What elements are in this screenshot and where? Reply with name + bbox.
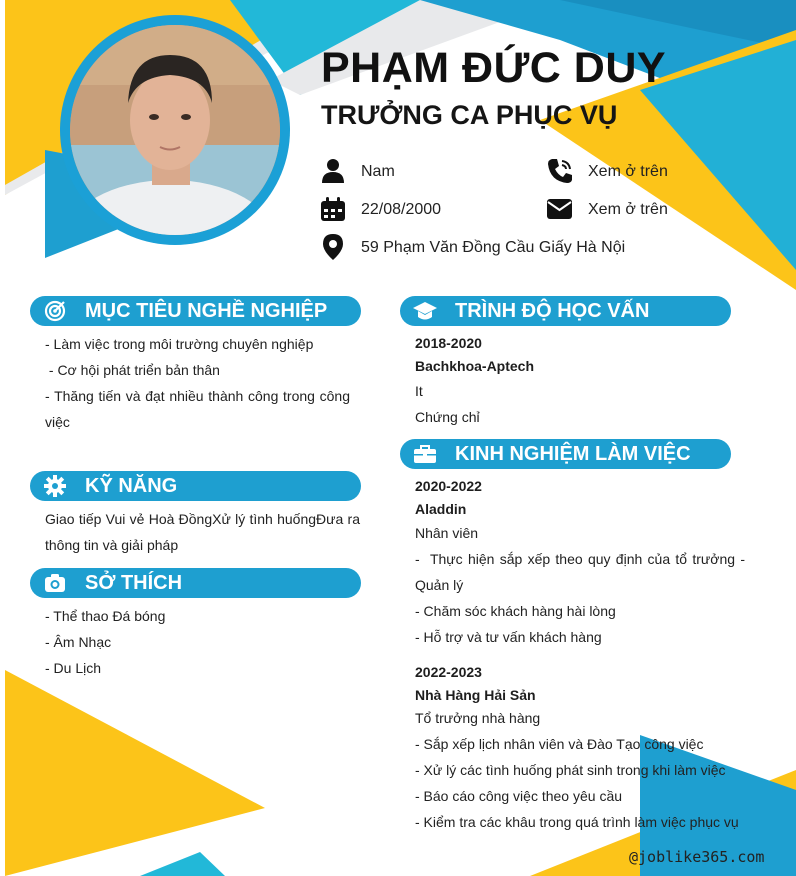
avatar [70,25,280,235]
briefcase-icon [413,442,437,466]
gender-value: Nam [361,163,395,180]
job-duty: - Sắp xếp lịch nhân viên và Đào Tạo công việc [415,736,704,752]
job-duty: - Báo cáo công việc theo yêu cầu [415,788,623,804]
education-note: Chứng chỉ [415,409,480,425]
job-entry [415,476,749,650]
job-role: Nhân viên [415,525,479,541]
dob-value: 22/08/2000 [361,201,442,218]
skills-heading: KỸ NĂNG [85,474,178,497]
job-duty: - Kiểm tra các khâu trong quá trình làm việc phục vụ [415,814,739,830]
hobbies-heading-bar [30,568,361,598]
map-pin-icon [323,234,343,260]
job-duty: - Xử lý các tình huống phát sinh trong khi làm việc [415,762,726,778]
hobby-line: - Âm Nhạc [45,634,112,650]
education-major: It [415,383,423,399]
education-entry [415,333,534,427]
experience-heading-bar [400,439,731,469]
graduation-cap-icon [413,299,437,323]
job-details [415,520,749,650]
education-heading: TRÌNH ĐỘ HỌC VẤN [455,299,650,322]
gear-icon [43,474,67,498]
skills-heading-bar [30,471,361,501]
envelope-icon [547,198,572,220]
job-company: Nhà Hàng Hải Sản [415,687,536,703]
job-period: 2020-2022 [415,478,482,494]
job-entry [415,662,745,835]
hobbies-heading: SỞ THÍCH [85,571,183,594]
person-icon [321,158,345,184]
address-value: 59 Phạm Văn Đồng Cầu Giấy Hà Nội [361,239,626,256]
phone-icon [547,158,573,184]
objective-text [45,331,350,435]
skills-text: Giao tiếp Vui vẻ Hoà ĐồngXử lý tình huốngĐưa ra thông tin và giải pháp [45,511,360,553]
target-icon [43,299,67,323]
education-school: Bachkhoa-Aptech [415,358,535,374]
calendar-icon [320,197,346,222]
job-role: Tổ trưởng nhà hàng [415,710,541,726]
job-period: 2022-2023 [415,664,482,680]
hobby-line: - Du Lịch [45,660,102,676]
job-company: Aladdin [415,501,467,517]
job-duty: - Chăm sóc khách hàng hài lòng [415,603,616,619]
objective-line: - Thăng tiến và đạt nhiều thành công trong công việc [45,388,350,430]
email-value: Xem ở trên [588,201,668,218]
education-heading-bar [400,296,731,326]
job-title: TRƯỞNG CA PHỤC VỤ [321,100,618,130]
job-details [415,705,745,835]
site-watermark: @joblike365.com [629,848,765,866]
avatar-portrait [70,25,280,235]
job-duty: - Hỗ trợ và tư vấn khách hàng [415,629,602,645]
education-period: 2018-2020 [415,335,482,351]
objective-heading-bar [30,296,361,326]
hobby-line: - Thể thao Đá bóng [45,608,166,624]
avatar-frame [60,15,290,245]
experience-heading: KINH NGHIỆM LÀM VIỆC [455,442,691,465]
objective-line: - Làm việc trong môi trường chuyên nghiệp [45,336,314,352]
job-duty: - Thực hiện sắp xếp theo quy định của tổ trưởng - Quản lý [415,551,749,593]
objective-heading: MỤC TIÊU NGHỀ NGHIỆP [85,299,328,322]
objective-line: - Cơ hội phát triển bản thân [45,362,220,378]
hobbies-text [45,603,350,681]
candidate-name: PHẠM ĐỨC DUY [321,44,667,92]
phone-value: Xem ở trên [588,163,668,180]
camera-icon [43,571,67,595]
